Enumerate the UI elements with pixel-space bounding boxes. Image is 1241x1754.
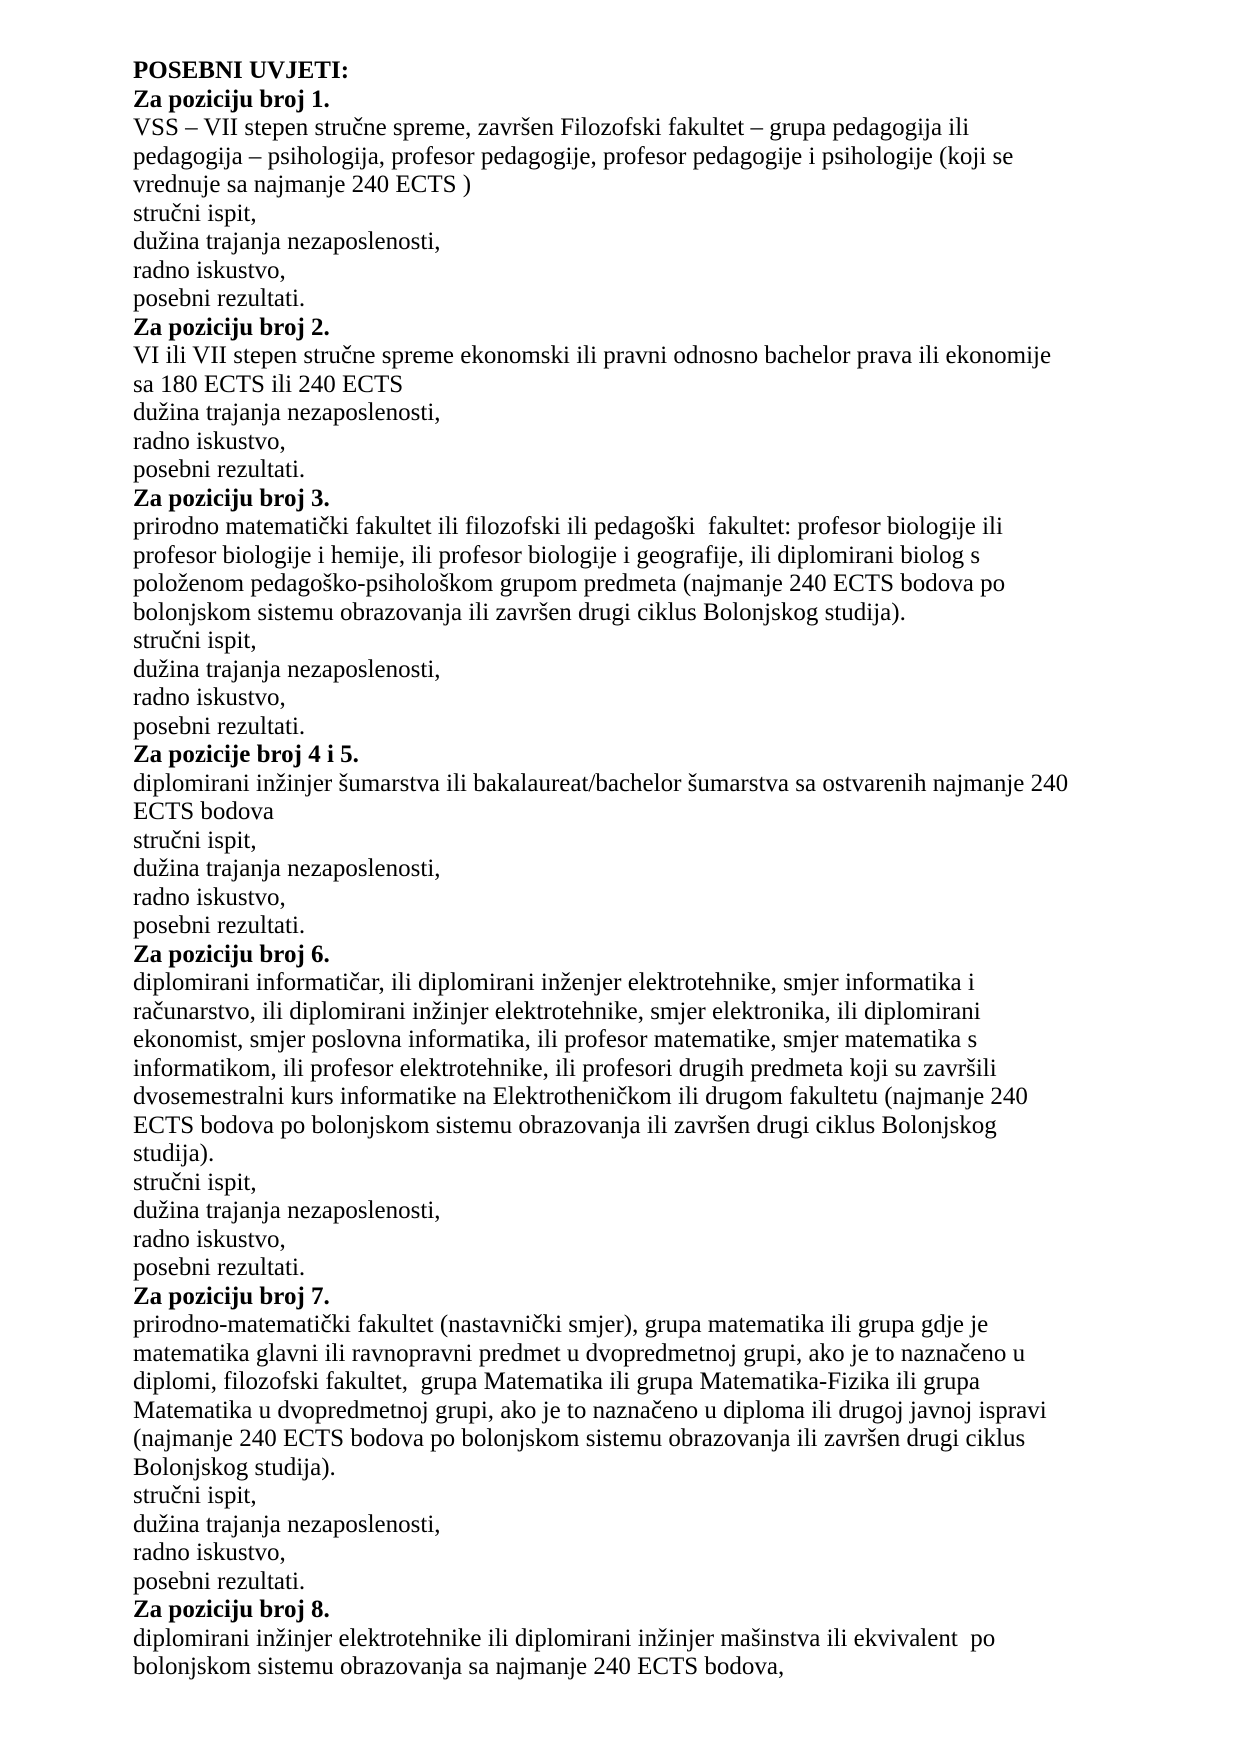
body-line: VI ili VII stepen stručne spreme ekonomski ili pravni odnosno bachelor prava ili ekonomije: [133, 342, 1052, 369]
body-line: dužina trajanja nezaposlenosti,: [133, 228, 441, 255]
body-line: pedagogija – psihologija, profesor pedagogije, profesor pedagogije i psihologije (koji se: [133, 142, 1014, 170]
body-line: posebni rezultati.: [133, 1567, 306, 1595]
body-line: radno iskustvo,: [133, 256, 286, 284]
body-line: profesor biologije i hemije, ili profesor biologije i geografije, ili diplomirani biolog s: [133, 541, 981, 569]
section-heading-position-7: Za poziciju broj 7.: [133, 1282, 330, 1310]
body-line: prirodno matematički fakultet ili filozofski ili pedagoški fakultet: profesor biologije ili: [133, 513, 1003, 540]
body-line: sa 180 ECTS ili 240 ECTS: [133, 370, 404, 398]
body-line: diplomirani inžinjer elektrotehnike ili diplomirani inžinjer mašinstva ili ekvivalent po: [133, 1624, 996, 1652]
body-line: Matematika u dvopredmetnoj grupi, ako je to naznačeno u diploma ili drugoj javnoj ispravi: [133, 1396, 1047, 1424]
body-line: radno iskustvo,: [133, 1225, 286, 1253]
body-line: studija).: [133, 1140, 215, 1167]
body-line: dužina trajanja nezaposlenosti,: [133, 1510, 441, 1538]
body-line: posebni rezultati.: [133, 912, 306, 939]
body-line: posebni rezultati.: [133, 1254, 306, 1281]
body-line: diplomi, filozofski fakultet, grupa Matematika ili grupa Matematika-Fizika ili grupa: [133, 1368, 980, 1395]
body-line: stručni ispit,: [133, 1482, 257, 1509]
body-line: diplomirani informatičar, ili diplomirani inženjer elektrotehnike, smjer informatika i: [133, 969, 975, 996]
body-line: posebni rezultati.: [133, 712, 306, 740]
body-line: (najmanje 240 ECTS bodova po bolonjskom sistemu obrazovanja ili završen drugi ciklus: [133, 1425, 1026, 1452]
body-line: radno iskustvo,: [133, 1539, 286, 1566]
body-line: računarstvo, ili diplomirani inžinjer elektrotehnike, smjer elektronika, ili diplomirani: [133, 997, 981, 1025]
section-heading-position-2: Za poziciju broj 2.: [133, 313, 330, 341]
body-line: dužina trajanja nezaposlenosti,: [133, 855, 441, 882]
body-line: radno iskustvo,: [133, 684, 286, 711]
body-line: stručni ispit,: [133, 627, 257, 654]
document-title: POSEBNI UVJETI:: [133, 57, 350, 84]
body-line: vrednuje sa najmanje 240 ECTS ): [133, 171, 472, 198]
section-heading-position-6: Za poziciju broj 6.: [133, 940, 330, 968]
body-line: položenom pedagoško-psihološkom grupom predmeta (najmanje 240 ECTS bodova po: [133, 570, 1006, 597]
body-line: VSS – VII stepen stručne spreme, završen Filozofski fakultet – grupa pedagogija ili: [133, 114, 970, 141]
section-heading-position-3: Za poziciju broj 3.: [133, 484, 330, 512]
body-line: bolonjskom sistemu obrazovanja sa najmanje 240 ECTS bodova,: [133, 1653, 785, 1680]
body-line: Bolonjskog studija).: [133, 1453, 336, 1481]
section-heading-position-8: Za poziciju broj 8.: [133, 1596, 330, 1623]
body-line: stručni ispit,: [133, 1168, 257, 1196]
body-line: dužina trajanja nezaposlenosti,: [133, 655, 441, 683]
body-line: prirodno-matematički fakultet (nastavnički smjer), grupa matematika ili grupa gdje je: [133, 1311, 989, 1338]
body-line: stručni ispit,: [133, 826, 257, 854]
body-line: posebni rezultati.: [133, 456, 306, 483]
body-line: dužina trajanja nezaposlenosti,: [133, 1197, 441, 1224]
body-line: dužina trajanja nezaposlenosti,: [133, 399, 441, 426]
body-line: diplomirani inžinjer šumarstva ili bakalaureat/bachelor šumarstva sa ostvarenih najmanje 240: [133, 769, 1069, 797]
section-heading-position-1: Za poziciju broj 1.: [133, 85, 330, 113]
body-line: informatikom, ili profesor elektrotehnike, ili profesori drugih predmeta koji su završili: [133, 1054, 997, 1082]
body-line: matematika glavni ili ravnopravni predmet u dvopredmetnoj grupi, ako je to naznačeno u: [133, 1339, 1026, 1367]
body-line: stručni ispit,: [133, 199, 257, 227]
section-heading-positions-4-5: Za pozicije broj 4 i 5.: [133, 741, 359, 768]
body-line: ECTS bodova: [133, 798, 274, 825]
body-line: dvosemestralni kurs informatike na Elektrotheničkom ili drugom fakultetu (najmanje 240: [133, 1083, 1028, 1110]
body-line: radno iskustvo,: [133, 427, 286, 455]
body-line: posebni rezultati.: [133, 285, 306, 312]
body-line: bolonjskom sistemu obrazovanja ili završen drugi ciklus Bolonjskog studija).: [133, 598, 906, 626]
body-line: ekonomist, smjer poslovna informatika, ili profesor matematike, smjer matematika s: [133, 1026, 978, 1053]
body-line: ECTS bodova po bolonjskom sistemu obrazovanja ili završen drugi ciklus Bolonjskog: [133, 1111, 997, 1139]
body-line: radno iskustvo,: [133, 883, 286, 911]
